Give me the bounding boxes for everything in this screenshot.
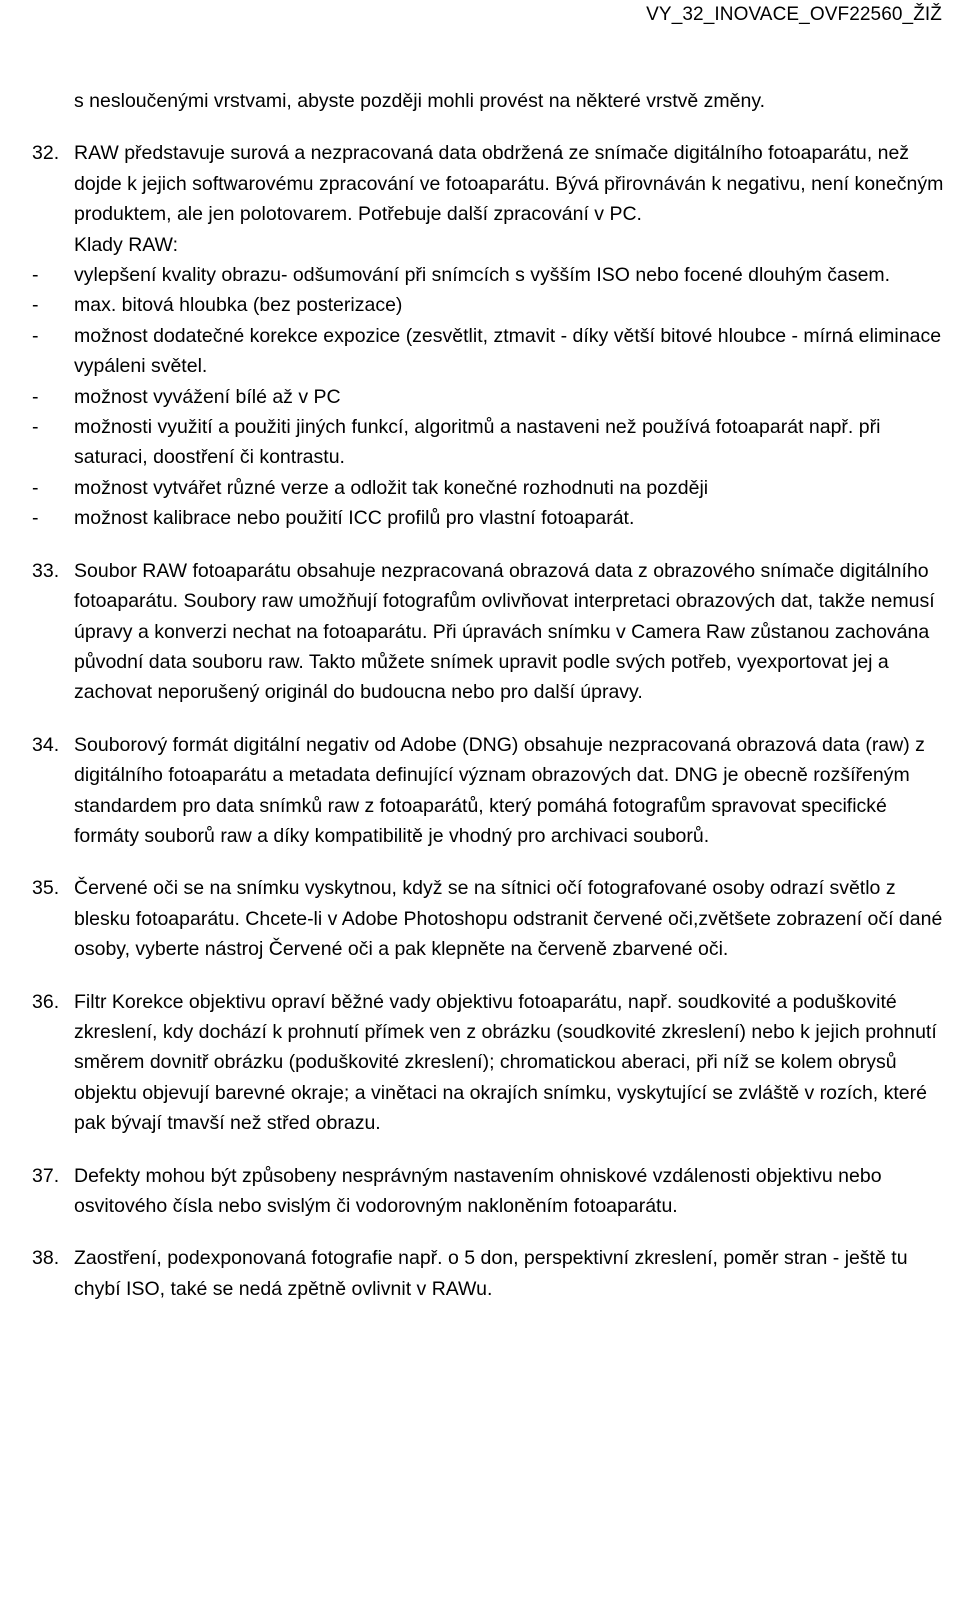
item-number: 32. bbox=[32, 142, 60, 165]
item-number: 35. bbox=[32, 877, 60, 900]
document-body bbox=[32, 86, 950, 1304]
item-paragraph: RAW představuje surová a nezpracovaná data obdržená ze snímače digitálního fotoaparátu, než dojde k jejich softwarovému zpracování ve fotoaparátu. Bývá přirovnáván k negativu, není konečným produktem, ale jen polotovarem. Potřebuje další zpracování v PC. bbox=[74, 142, 944, 226]
list-item-38 bbox=[32, 1243, 950, 1304]
item-number: 36. bbox=[32, 990, 60, 1013]
continuation-paragraph: s nesloučenými vrstvami, abyste později mohli provést na některé vrstvě změny. bbox=[74, 90, 766, 112]
item-number: 38. bbox=[32, 1247, 60, 1270]
item-paragraph: Souborový formát digitální negativ od Adobe (DNG) obsahuje nezpracovaná obrazová data (raw) z digitálního fotoaparátu a metadata definující význam obrazových dat. DNG je obecně rozšířeným standardem pro data snímků raw z fotoaparátů, který pomáhá fotografům spravovat specifické formáty souborů raw a díky kompatibilitě je vhodný pro archivaci souborů. bbox=[74, 733, 925, 847]
item-number: 37. bbox=[32, 1164, 60, 1187]
bullet-item: - max. bitová hloubka (bez posterizace) bbox=[32, 294, 403, 317]
list-item-32 bbox=[32, 138, 950, 260]
document-code-header: VY_32_INOVACE_OVF22560_ŽIŽ bbox=[646, 4, 942, 25]
list-item-36 bbox=[32, 987, 950, 1139]
item-paragraph: Soubor RAW fotoaparátu obsahuje nezpracovaná obrazová data z obrazového snímače digitálního fotoaparátu. Soubory raw umožňují fotografům ovlivňovat interpretaci obrazových dat, takže nemusí úpravy a konverzi nechat na fotoaparátu. Při úpravách snímku v Camera Raw zůstanou zachována původní data souboru raw. Takto můžete snímek upravit podle svých potřeb, vyexportovat jej a zachovat neporušený originál do budoucna nebo pro další úpravy. bbox=[74, 559, 935, 704]
bullet-item: - možnost vyvážení bílé až v PC bbox=[32, 385, 341, 408]
bullet-item: - možnosti využití a použiti jiných funkcí, algoritmů a nastaveni než používá fotoaparát např. při saturaci, doostření či kontrastu. bbox=[32, 416, 881, 469]
item-paragraph: Defekty mohou být způsobeny nesprávným nastavením ohniskové vzdálenosti objektivu nebo osvitového čísla nebo svislým či vodorovným nakloněním fotoaparátu. bbox=[74, 1164, 882, 1217]
item-paragraph: Filtr Korekce objektivu opraví běžné vady objektivu fotoaparátu, např. soudkovité a poduškovité zkreslení, kdy dochází k prohnutí přímek ven z obrázku (soudkovité zkreslení) nebo k jejich prohnutí směrem dovnitř obrázku (poduškovité zkreslení); chromatickou aberaci, při níž se kolem obrysů objektu objevují barevné okraje; a vinětaci na okrajích snímku, vyskytující se zvláště v rozích, které pak bývají tmavší než střed obrazu. bbox=[74, 990, 937, 1135]
list-item-35 bbox=[32, 873, 950, 964]
list-item-37 bbox=[32, 1161, 950, 1222]
item-paragraph: Zaostření, podexponovaná fotografie např. o 5 don, perspektivní zkreslení, poměr stran - ještě tu chybí ISO, také se nedá zpětně ovlivnit v RAWu. bbox=[74, 1247, 908, 1300]
bullet-list bbox=[32, 260, 950, 534]
bullet-item: - možnost kalibrace nebo použití ICC profilů pro vlastní fotoaparát. bbox=[32, 507, 635, 530]
item-number: 33. bbox=[32, 559, 60, 582]
item-number: 34. bbox=[32, 733, 60, 756]
bullet-item: - vylepšení kvality obrazu- odšumování při snímcích s vyšším ISO nebo focené dlouhým časem. bbox=[32, 264, 891, 287]
bullet-item: - možnost dodatečné korekce expozice (zesvětlit, ztmavit - díky větší bitové hloubce - mírná eliminace vypáleni světel. bbox=[32, 324, 942, 378]
item-paragraph: Červené oči se na snímku vyskytnou, když se na sítnici očí fotografované osoby odrazí světlo z blesku fotoaparátu. Chcete-li v Adobe Photoshopu odstranit červené oči,zvětšete zobrazení očí dané osoby, vyberte nástroj Červené oči a pak klepněte na červeně zbarvené oči. bbox=[74, 877, 943, 961]
subheading-klady-raw: Klady RAW: bbox=[74, 233, 179, 256]
bullet-item: - možnost vytvářet různé verze a odložit tak konečné rozhodnuti na později bbox=[32, 476, 709, 499]
list-item-33 bbox=[32, 556, 950, 708]
list-item-34 bbox=[32, 730, 950, 852]
